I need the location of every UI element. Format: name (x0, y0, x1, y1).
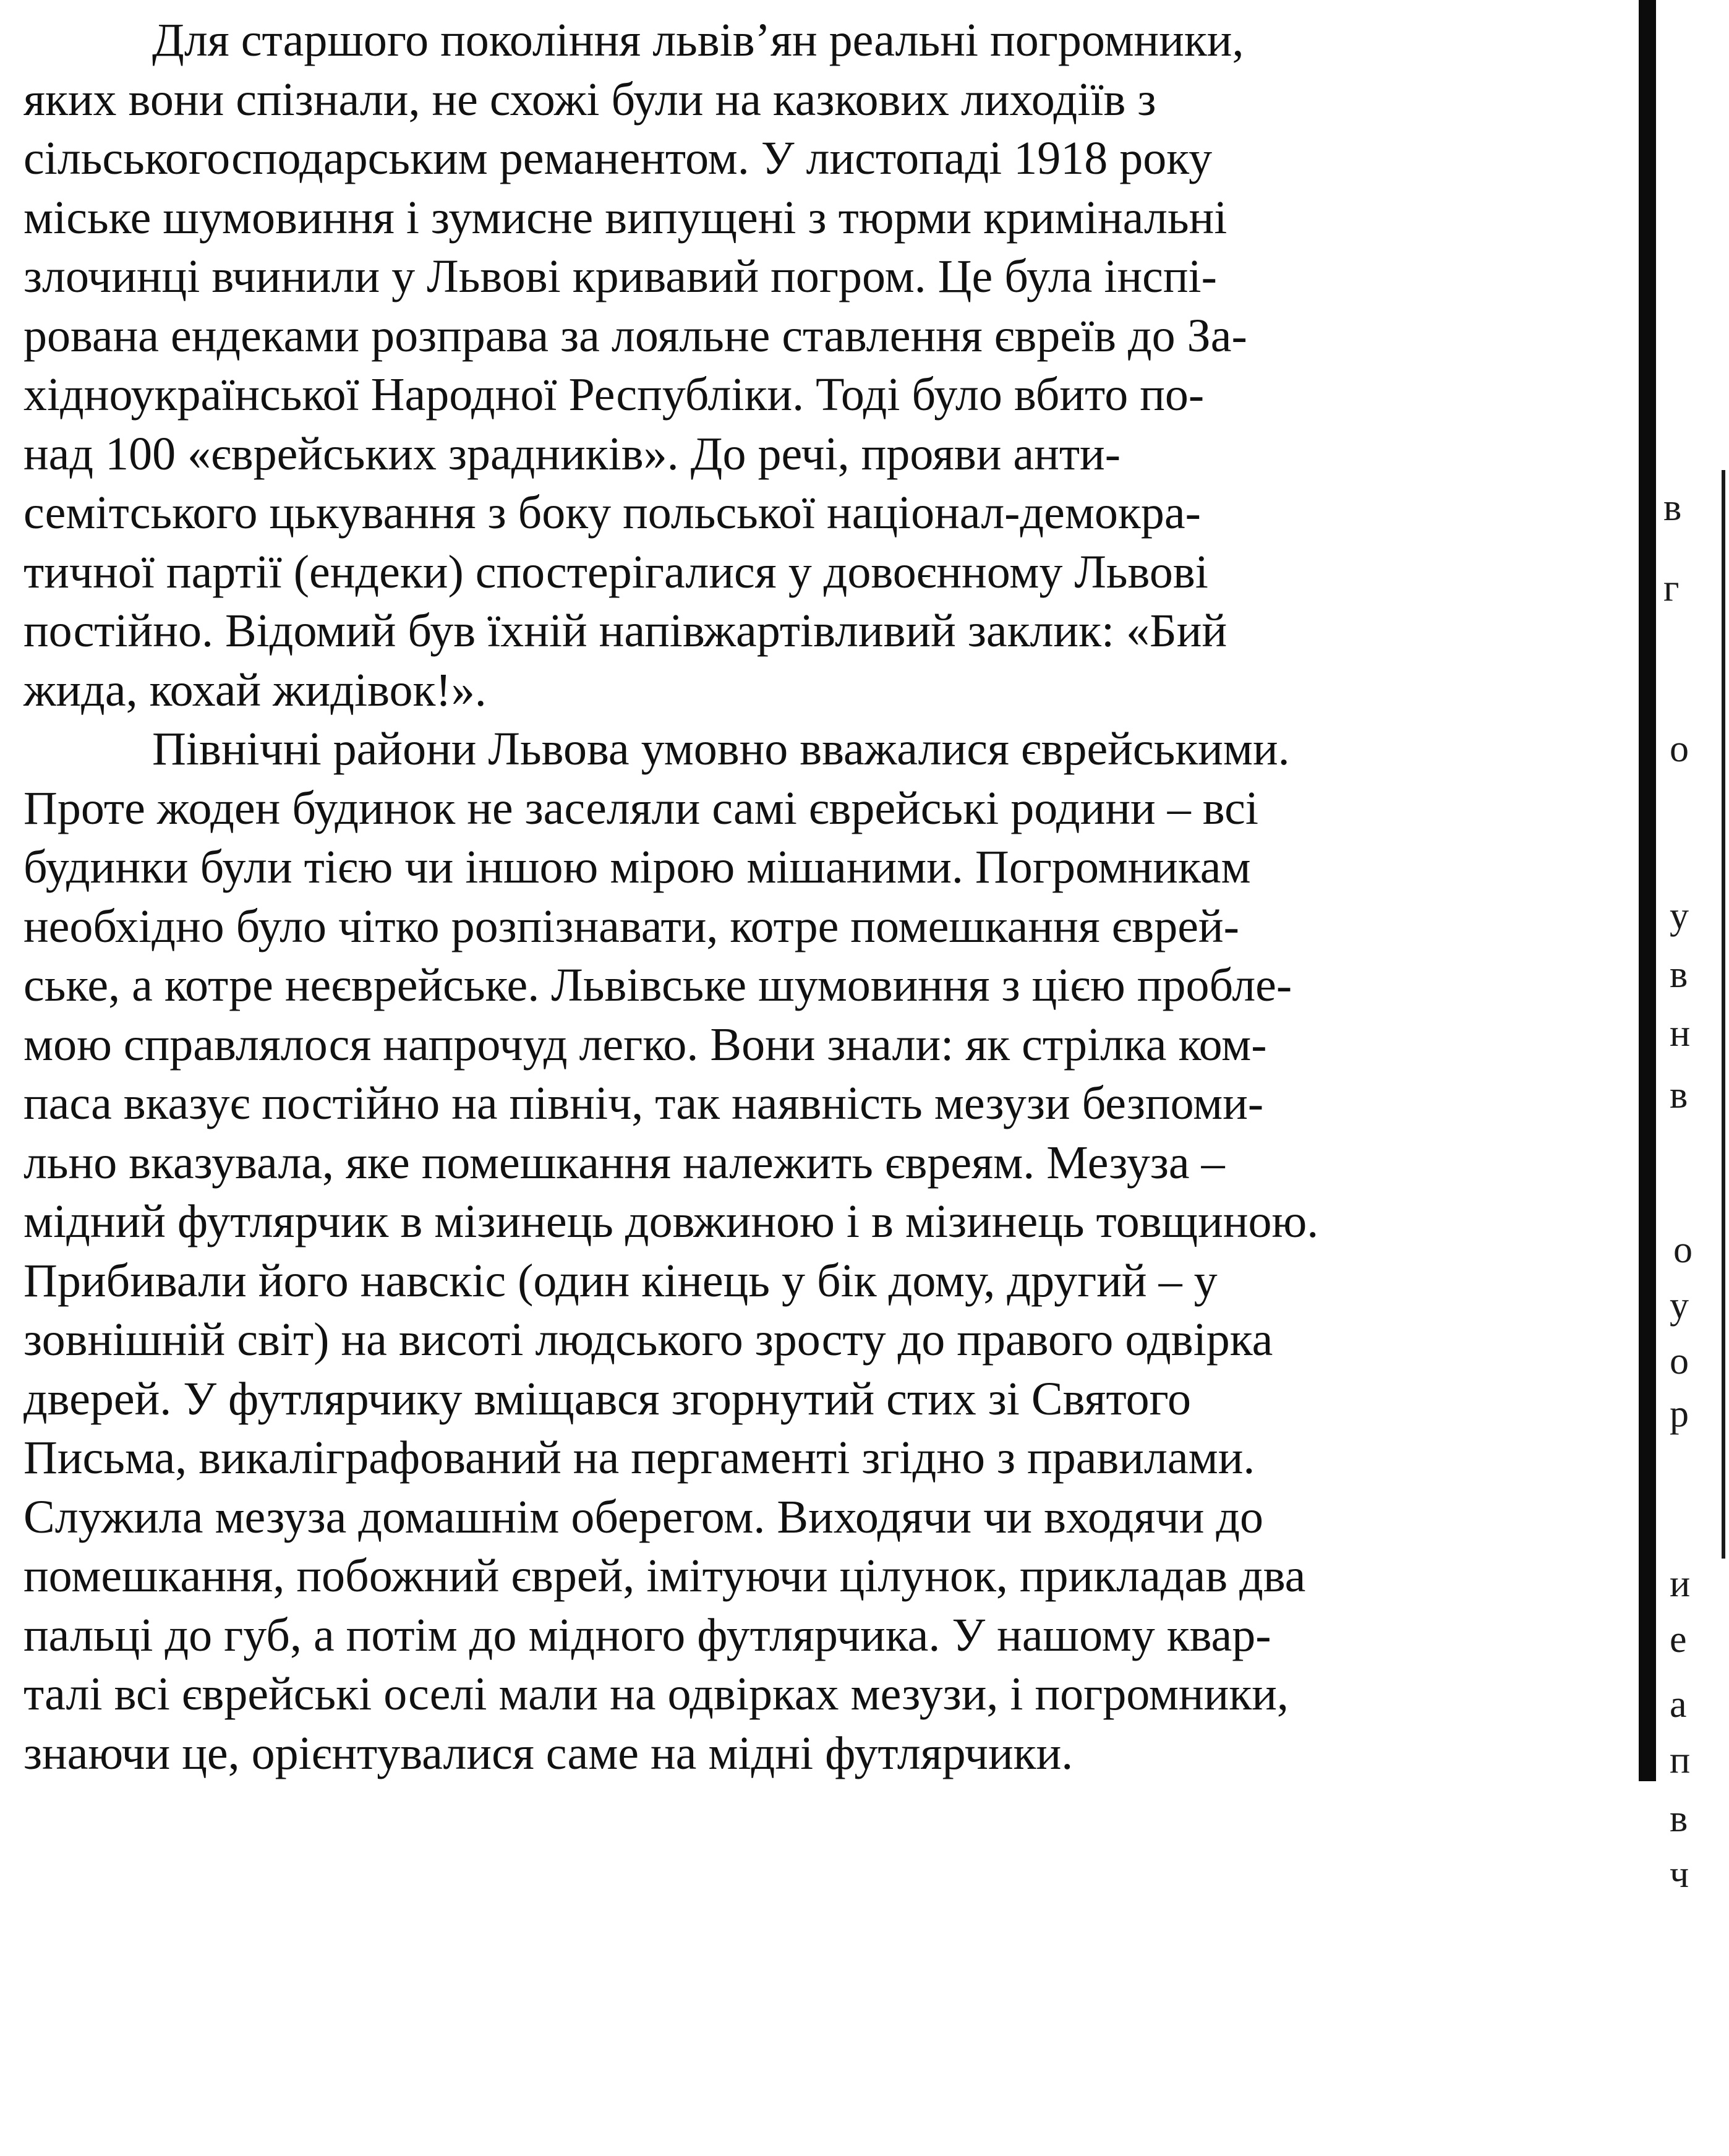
margin-fragment: и (1670, 1563, 1691, 1605)
text-line: Служила мезуза домашнім оберегом. Виходячи чи входячи до (23, 1491, 1264, 1543)
text-line: міське шумовиння і зумисне випущені з тюрми кримінальні (23, 191, 1227, 244)
margin-fragment: г (1663, 567, 1680, 609)
text-line: помешкання, побожний єврей, імітуючи цілунок, прикладав два (23, 1550, 1306, 1602)
text-line: Проте жоден будинок не заселяли самі єврейські родини – всі (23, 782, 1259, 834)
text-line: мою справлялося напрочуд легко. Вони знали: як стрілка ком- (23, 1018, 1267, 1071)
text-line: Північні райони Львова умовно вважалися єврейськими. (152, 723, 1290, 775)
text-line: будинки були тією чи іншою мірою мішаними. Погромникам (23, 841, 1251, 893)
margin-fragment: о (1670, 728, 1689, 770)
margin-fragment: у (1670, 1285, 1689, 1327)
text-line: паса вказує постійно на північ, так наявність мезузи безпоми- (23, 1077, 1264, 1129)
text-line: Прибивали його навскіс (один кінець у бік дому, другий – у (23, 1254, 1218, 1307)
text-line: ське, а котре неєврейське. Львівське шумовиння з цією пробле- (23, 959, 1292, 1011)
paragraph-2 (23, 720, 1656, 1783)
text-line: сільськогосподарським реманентом. У листопаді 1918 року (23, 132, 1213, 184)
text-line: яких вони спізнали, не схожі були на казкових лиходіїв з (23, 73, 1156, 126)
text-line: пальці до губ, а потім до мідного футлярчика. У нашому квар- (23, 1609, 1271, 1661)
margin-fragment: а (1670, 1683, 1687, 1726)
margin-fragment: в (1670, 1798, 1688, 1840)
text-line: постійно. Відомий був їхній напівжартівливий заклик: «Бий (23, 605, 1227, 657)
text-line: льно вказувала, яке помешкання належить євреям. Мезуза – (23, 1136, 1225, 1189)
text-line: необхідно було чітко розпізнавати, котре помешкання єврей- (23, 900, 1239, 952)
text-line: талі всі єврейські оселі мали на одвірках мезузи, і погромники, (23, 1668, 1289, 1720)
text-line: тичної партії (ендеки) спостерігалися у довоєнному Львові (23, 545, 1208, 598)
text-line: Для старшого покоління львів’ян реальні погромники, (152, 14, 1244, 66)
text-line: дверей. У футлярчику вміщався згорнутий стих зі Святого (23, 1372, 1191, 1425)
text-line: хідноукраїнської Народної Республіки. Тоді було вбито по- (23, 369, 1205, 421)
text-line: семітського цькування з боку польської націонал-демокра- (23, 487, 1201, 539)
margin-fragment: о (1670, 1340, 1689, 1382)
margin-fragment: о (1673, 1229, 1693, 1271)
margin-fragment: п (1670, 1739, 1691, 1781)
margin-fragment: н (1670, 1012, 1691, 1054)
margin-fragment: ч (1670, 1854, 1689, 1896)
text-line: над 100 «єврейських зрадників». До речі, прояви анти- (23, 427, 1121, 480)
margin-fragment: в (1670, 954, 1688, 996)
margin-fragment: в (1663, 487, 1682, 529)
text-line: зовнішній світ) на висоті людського зросту до правого одвірка (23, 1314, 1273, 1366)
margin-fragment: в (1670, 1074, 1688, 1116)
text-line: злочинці вчинили у Львові кривавий погром. Це була інспі- (23, 250, 1217, 302)
margin-fragment: е (1670, 1619, 1687, 1661)
text-line: жида, кохай жидівок!». (23, 664, 487, 716)
page-edge-line (1722, 470, 1725, 1559)
body-text (23, 11, 1656, 1783)
text-line: Письма, викаліграфований на пергаменті згідно з правилами. (23, 1432, 1255, 1484)
text-line: рована ендеками розправа за лояльне ставлення євреїв до За- (23, 309, 1247, 362)
text-line: знаючи це, орієнтувалися саме на мідні футлярчики. (23, 1727, 1074, 1779)
margin-fragment: у (1670, 895, 1689, 937)
margin-fragment: р (1670, 1393, 1689, 1435)
paragraph-1 (23, 11, 1656, 720)
text-line: мідний футлярчик в мізинець довжиною і в мізинець товщиною. (23, 1196, 1319, 1247)
